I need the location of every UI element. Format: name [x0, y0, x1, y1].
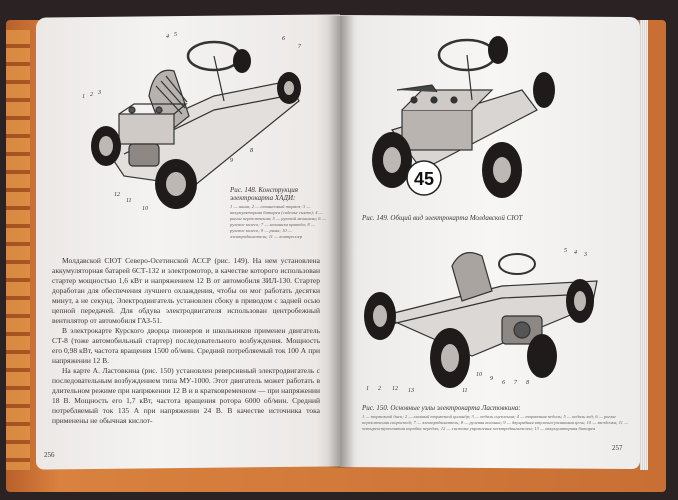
part-number: 7	[298, 44, 301, 50]
part-number: 4	[166, 34, 169, 40]
page-number-right: 257	[612, 444, 623, 452]
part-number: 6	[502, 380, 505, 386]
paragraph: В электрокарте Курского дворца пионеров и школьников применен двигатель СТ-8 (тоже автомобильный стартер) последовательного возбуждения. Мощность его 0,98 кВт, частота вращения 1500 об/мин. Средний потребляемый ток 100 А при напряжении 12 В.	[52, 326, 320, 365]
part-number: 7	[514, 380, 517, 386]
part-number: 11	[126, 198, 132, 204]
part-number: 2	[378, 386, 381, 392]
moldavian-kart-illustration	[362, 30, 562, 210]
part-number: 13	[408, 388, 414, 394]
part-number: 10	[476, 372, 482, 378]
part-number: 11	[462, 388, 468, 394]
part-number: 12	[114, 192, 120, 198]
part-number: 10	[142, 206, 148, 212]
part-number: 4	[574, 250, 577, 256]
part-number: 9	[230, 158, 233, 164]
cover-edge-pattern	[6, 30, 30, 470]
paragraph: На карте А. Ластовкина (рис. 150) установлен реверсивный электродвигатель с последовательным возбуждением типа МУ-1000. Этот двигатель может работать в длительном режиме при напряжении 12 В и в кратковременном — при напряжении 18 В. Мощность его 1,7 кВт, частота вращения ротора 6000 об/мин. Средний потребляемый ток 135 А при напряжении 24 В. В качестве источника тока применены не обычная кислот-	[52, 366, 320, 425]
figure-150-legend: 1 — тормозной диск; 2 — главный тормозной цилиндр; 3 — педаль сцепления; 4 — тормозная педаль; 5 — педаль ход; 6 — рычаг переключения скоростей; 7 — электродвигатель; 8 — рулевая колонка; 9 — двухрядная втулочно-роликовая цепь; 10 — звездочка; 11 — четырехступенчатая коробка передач; 12 — система управления электродвигателем; 13 — аккумуляторная батарея	[362, 414, 629, 431]
part-number: 1	[82, 94, 85, 100]
part-number: 5	[174, 32, 177, 38]
part-number: 9	[490, 376, 493, 382]
part-number: 3	[98, 90, 101, 96]
paragraph: Молдавской СЮТ Северо-Осетинской АССР (рис. 149). На нем установлена аккумуляторная батарей 6СТ-132 и электромотор, в качестве которого использован стартер мощностью 1,6 кВт и напряжением 12 В от автомобиля ЗИЛ-130. Стартер доработан для обеспечения лучшего охлаждения, чтобы он мог работать десятки минут, а не секунд. Электродвигатель установлен сбоку в приводом с задней осью цепной передачей. Для обдува электродвигателя использован центробежный вентилятор от автомобиля ГАЗ-51.	[52, 256, 320, 325]
lastovkin-kart-illustration	[352, 246, 608, 396]
figure-149-caption: Рис. 149. Общий вид электрокарта Молдавской СЮТ	[362, 214, 523, 222]
part-number: 6	[282, 36, 285, 42]
figure-150-caption: Рис. 150. Основные узлы электрокарта Ластовкина:	[362, 404, 521, 412]
figure-148-legend: 1 — шина; 2 — стояночный тормоз; 3 — аккумуляторная батарея (сиденье снято); 4 — рычаг переключения; 5 — рулевой механизм; 6 — рулевое колесо; 7 — механизм привода; 8 — рулевое колесо; 9 — рама; 10 — электродвигатель; 11 — контроллер	[230, 204, 326, 239]
part-number: 1	[366, 386, 369, 392]
part-number: 8	[526, 380, 529, 386]
page-edges	[640, 20, 648, 470]
part-number: 12	[392, 386, 398, 392]
part-number: 2	[90, 92, 93, 98]
book-gutter-shadow	[328, 16, 354, 468]
page-number-left: 256	[44, 451, 55, 459]
left-body-text	[52, 256, 320, 426]
race-number-plate	[407, 161, 441, 195]
part-number: 3	[584, 252, 587, 258]
race-number: 45	[413, 169, 435, 189]
wheel-icon	[91, 126, 121, 166]
figure-148-caption: Рис. 148. Конструкция электрокарта ХАДИ:	[230, 186, 298, 202]
part-number: 5	[564, 248, 567, 254]
part-number: 8	[250, 148, 253, 154]
